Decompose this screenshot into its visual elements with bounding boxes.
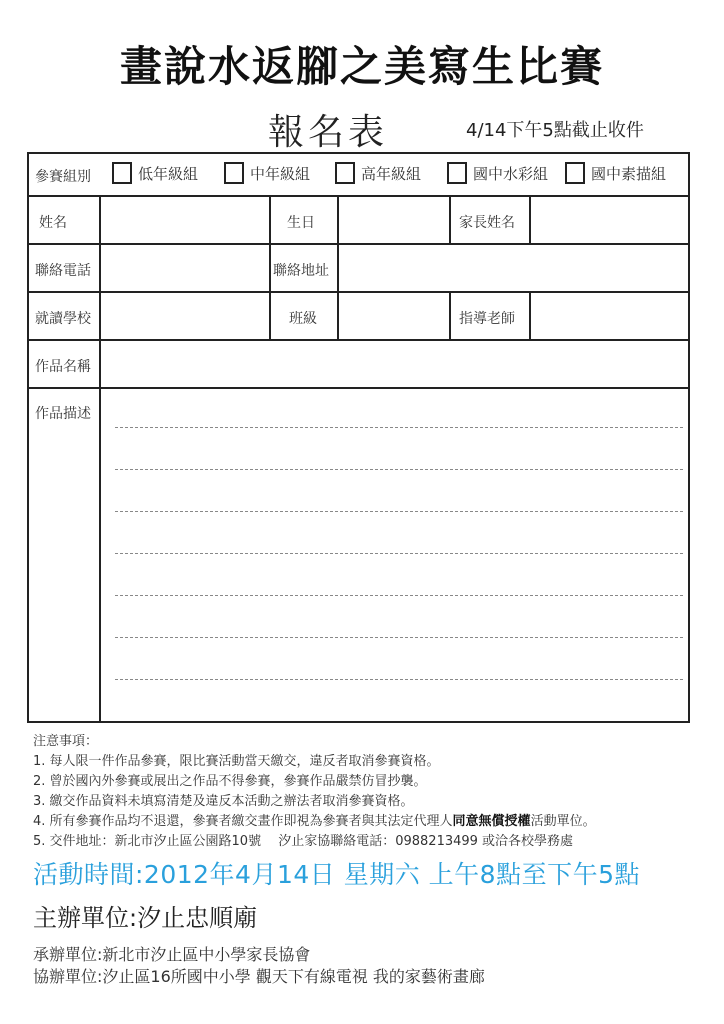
- co-organizer: 協辦單位:汐止區16所國中小學 觀天下有線電視 我的家藝術畫廊: [33, 967, 485, 986]
- category-option[interactable]: 高年級組: [335, 162, 421, 184]
- note-bold-text: 同意無償授權: [452, 814, 531, 829]
- note-item: 2. 曾於國內外參賽或展出之作品不得參賽，參賽作品嚴禁仿冒抄襲。: [33, 774, 427, 789]
- row-divider: [29, 195, 688, 197]
- row-divider: [29, 339, 688, 341]
- row-divider: [29, 291, 688, 293]
- category-option[interactable]: 中年級組: [224, 162, 310, 184]
- work-description-label: 作品描述: [35, 406, 91, 422]
- note-item: 3. 繳交作品資料未填寫清楚及違反本活動之辦法者取消參賽資格。: [33, 794, 414, 809]
- host-organization: 主辦單位:汐止忠順廟: [33, 904, 258, 932]
- checkbox[interactable]: [565, 162, 585, 184]
- writing-line: [115, 553, 683, 554]
- name-label: 姓名: [39, 215, 67, 231]
- writing-line: [115, 427, 683, 428]
- deadline-note: 4/14下午5點截止收件: [466, 120, 644, 141]
- row-divider: [29, 243, 688, 245]
- writing-line: [115, 637, 683, 638]
- category-option[interactable]: 國中素描組: [565, 162, 666, 184]
- page-title: 畫說水返腳之美寫生比賽: [119, 42, 604, 91]
- writing-line: [115, 595, 683, 596]
- class-label: 班級: [289, 311, 317, 327]
- column-divider: [449, 291, 451, 339]
- registration-form: [27, 152, 690, 723]
- event-time: 活動時間:2012年4月14日 星期六 上午8點至下午5點: [33, 860, 640, 889]
- teacher-label: 指導老師: [459, 311, 515, 327]
- note-item: 5. 交件地址：新北市汐止區公園路10號 汐止家協聯絡電話：0988213499 或洽各校學務處: [33, 834, 574, 849]
- checkbox[interactable]: [224, 162, 244, 184]
- category-label: 參賽組別: [35, 169, 91, 185]
- column-divider: [449, 195, 451, 243]
- category-option[interactable]: 低年級組: [112, 162, 198, 184]
- column-divider: [529, 291, 531, 339]
- organizer: 承辦單位:新北市汐止區中小學家長協會: [33, 945, 311, 964]
- checkbox[interactable]: [335, 162, 355, 184]
- notes-heading: 注意事項：: [33, 734, 99, 749]
- writing-line: [115, 469, 683, 470]
- work-name-label: 作品名稱: [35, 359, 91, 375]
- form-subtitle: 報名表: [268, 112, 389, 153]
- school-label: 就讀學校: [35, 311, 91, 327]
- category-option[interactable]: 國中水彩組: [447, 162, 548, 184]
- checkbox[interactable]: [447, 162, 467, 184]
- column-divider: [529, 195, 531, 243]
- label-column-divider: [99, 195, 101, 721]
- writing-line: [115, 679, 683, 680]
- column-divider: [337, 195, 339, 339]
- column-divider: [269, 195, 271, 339]
- address-label: 聯絡地址: [273, 263, 329, 279]
- note-item: 4. 所有參賽作品均不退還，參賽者繳交畫作即視為參賽者與其法定代理人同意無償授權活動單位。: [33, 814, 596, 829]
- checkbox[interactable]: [112, 162, 132, 184]
- row-divider: [29, 387, 688, 389]
- writing-line: [115, 511, 683, 512]
- parent-name-label: 家長姓名: [459, 215, 515, 231]
- note-item: 1. 每人限一件作品參賽，限比賽活動當天繳交，違反者取消參賽資格。: [33, 754, 440, 769]
- phone-label: 聯絡電話: [35, 263, 91, 279]
- birthday-label: 生日: [287, 215, 315, 231]
- notes-section: [33, 732, 723, 852]
